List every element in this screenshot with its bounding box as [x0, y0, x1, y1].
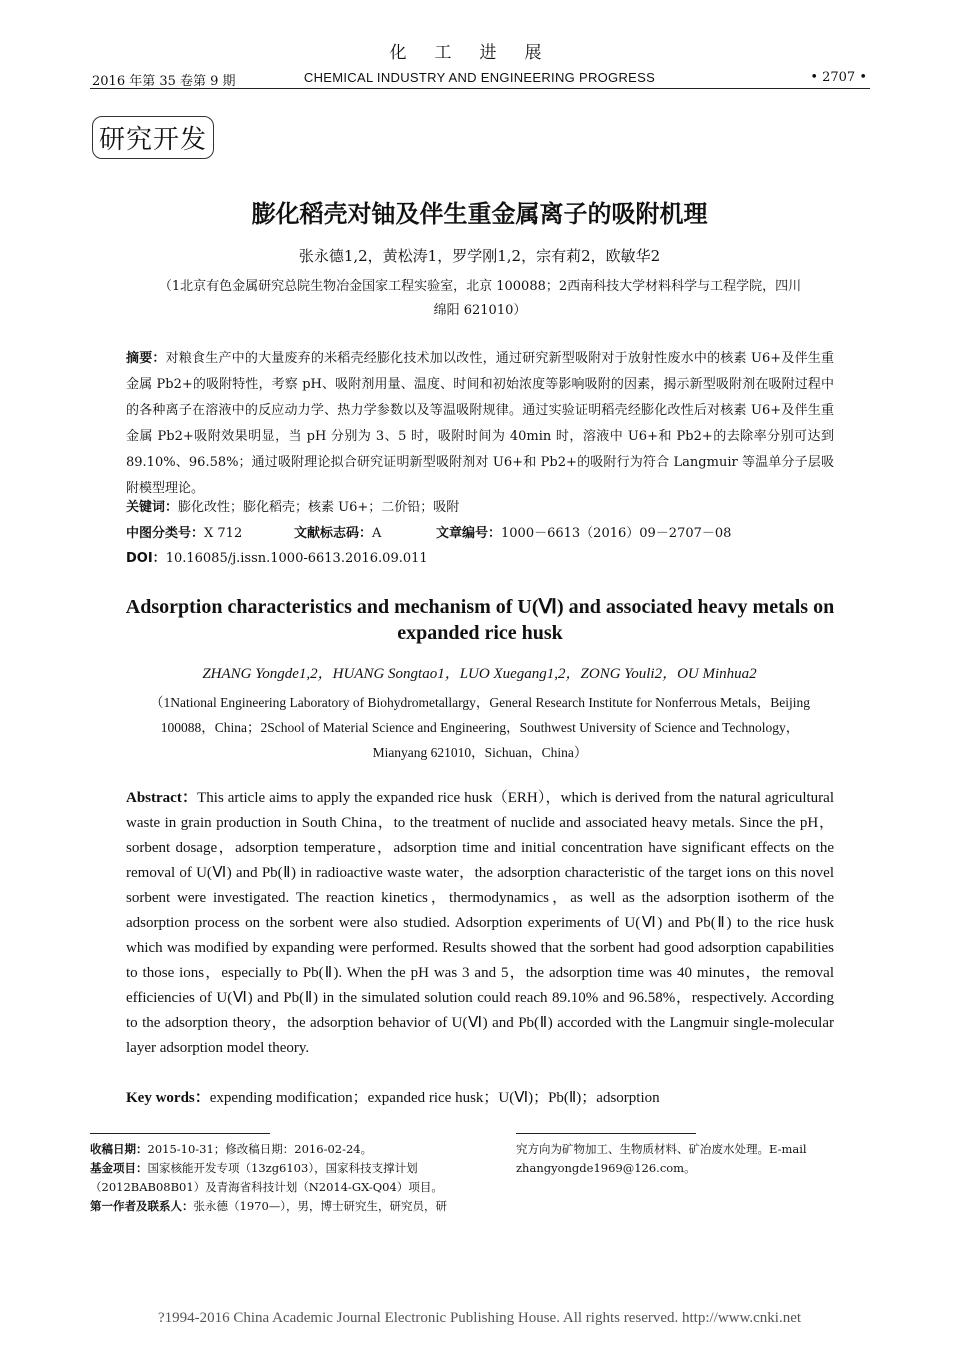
- en-keywords-text: expending modification；expanded rice husk；U(Ⅵ)；Pb(Ⅱ)；adsorption: [209, 1090, 660, 1106]
- en-title: Adsorption characteristics and mechanism of U(Ⅵ) and associated heavy metals on expanded rice husk: [125, 596, 835, 644]
- doc-code-value: A: [372, 526, 382, 541]
- en-keywords: [126, 1086, 834, 1107]
- cn-title: 膨化稻壳对铀及伴生重金属离子的吸附机理: [251, 200, 708, 228]
- en-affiliation: [126, 690, 834, 765]
- cn-abstract-label: 摘要：: [126, 351, 166, 366]
- en-abstract: [126, 786, 834, 1061]
- en-affiliation-line-1: （1National Engineering Laboratory of Biohydrometallargy，General Research Institute for Nonferrous Metals，Beijing: [150, 695, 810, 710]
- cn-classification: [126, 522, 242, 541]
- en-keywords-label: Key words：: [126, 1090, 210, 1106]
- cn-doc-code: [294, 522, 381, 541]
- cn-abstract: [126, 346, 834, 502]
- journal-title-cn: 化工进展: [389, 43, 570, 63]
- en-abstract-text: This article aims to apply the expanded rice husk（ERH），which is derived from the natural agricultural waste in grain production in South China，to the treatment of nuclide and associated heavy metals. Since the pH，sorbent dosage，adsorption temperature，adsorption time and initial concentration have significant effects on the removal of U(Ⅵ) and Pb(Ⅱ) in radioactive waste water，the adsorption characteristic of the target ions on this novel sorbent were investigated. The reaction kinetics，thermodynamics，as well as the adsorption isotherm of the adsorption process on the sorbent were also studied. Adsorption experiments of U(Ⅵ) and Pb(Ⅱ) to the rice husk which was modified by expanding were performed. Results showed that the sorbent had good adsorption capabilities to those ions，especially to Pb(Ⅱ). When the pH was 3 and 5，the adsorption time was 40 minutes，the removal efficiencies of U(Ⅵ) and Pb(Ⅱ) in the simulated solution could reach 89.10% and 96.58%，respectively. According to the adsorption theory，the adsorption behavior of U(Ⅵ) and Pb(Ⅱ) accorded with the Langmuir single-molecular layer adsorption model theory.: [126, 790, 834, 1056]
- cn-affiliation-line-1: （1北京有色金属研究总院生物冶金国家工程实验室，北京 100088；2西南科技大学材料科学与工程学院，四川: [158, 279, 802, 294]
- cn-doi: [126, 547, 428, 566]
- footnote-rule-right: [516, 1133, 696, 1134]
- cn-affiliation: [120, 275, 840, 323]
- footnote-author: [90, 1197, 452, 1216]
- footnote-fund: [90, 1159, 452, 1197]
- footnote-rule-left: [90, 1133, 270, 1134]
- fund-value: 国家核能开发专项（13zg6103），国家科技支撑计划（2012BAB08B01）及青海省科技计划（N2014-GX-Q04）项目。: [90, 1161, 443, 1194]
- received-label: 收稿日期：: [90, 1142, 148, 1156]
- author-label: 第一作者及联系人：: [90, 1199, 194, 1213]
- cn-abstract-text: 对粮食生产中的大量废弃的米稻壳经膨化技术加以改性，通过研究新型吸附对于放射性废水中的核素 U6+及伴生重金属 Pb2+的吸附特性，考察 pH、吸附剂用量、温度、时间和初始浓度等影响吸附的因素，揭示新型吸附剂在吸附过程中的各种离子在溶液中的反应动力学、热力学参数以及等温吸附规律。通过实验证明稻壳经膨化改性后对核素 U6+及伴生重金属 Pb2+吸附效果明显，当 pH 分别为 3、5 时，吸附时间为 40min 时，溶液中 U6+和 Pb2+的去除率分别可达到 89.10%、96.58%；通过吸附理论拟合研究证明新型吸附剂对 U6+和 Pb2+的吸附行为符合 Langmuir 等温单分子层吸附模型理论。: [126, 351, 834, 496]
- article-no-value: 1000－6613（2016）09－2707－08: [501, 526, 732, 541]
- article-no-label: 文章编号：: [436, 526, 502, 541]
- doi-label: DOI：: [126, 551, 166, 566]
- page-number: • 2707 •: [810, 70, 867, 85]
- en-authors: ZHANG Yongde1,2，HUANG Songtao1，LUO Xuegang1,2，ZONG Youli2，OU Minhua2: [202, 666, 757, 682]
- cn-keywords-text: 膨化改性；膨化稻壳；核素 U6+；二价铅；吸附: [178, 500, 460, 515]
- fund-label: 基金项目：: [90, 1161, 148, 1175]
- journal-title-en: CHEMICAL INDUSTRY AND ENGINEERING PROGRESS: [303, 70, 656, 85]
- clc-label: 中图分类号：: [126, 526, 205, 541]
- header-rule: [90, 88, 870, 89]
- clc-value: X 712: [204, 526, 243, 541]
- en-abstract-label: Abstract：: [126, 790, 198, 806]
- author-value: 张永德（1970—），男，博士研究生，研究员，研: [193, 1199, 448, 1213]
- section-badge: 研究开发: [92, 116, 214, 159]
- received-value: 2015-10-31；修改稿日期：2016-02-24。: [147, 1142, 373, 1156]
- copyright-footer: ?1994-2016 China Academic Journal Electronic Publishing House. All rights reserved. http://www.cnki.net: [157, 1310, 802, 1326]
- cn-affiliation-line-2: 绵阳 621010）: [433, 303, 527, 318]
- en-affiliation-line-2: 100088，China；2School of Material Science and Engineering，Southwest University of Science and Technology，: [160, 720, 800, 735]
- cn-keywords-label: 关键词：: [126, 500, 179, 515]
- cn-article-no: [436, 522, 731, 541]
- issue-info: 2016 年第 35 卷第 9 期: [92, 74, 236, 89]
- cn-keywords: [126, 496, 459, 515]
- doi-value: 10.16085/j.issn.1000-6613.2016.09.011: [165, 551, 428, 566]
- doc-code-label: 文献标志码：: [294, 526, 373, 541]
- en-affiliation-line-3: Mianyang 621010，Sichuan，China）: [372, 745, 588, 760]
- footnotes-right: 究方向为矿物加工、生物质材料、矿冶废水处理。E-mail zhangyongde1969@126.com。: [516, 1142, 807, 1175]
- footnote-received: [90, 1140, 452, 1159]
- cn-authors: 张永德1,2，黄松涛1，罗学刚1,2，宗有莉2，欧敏华2: [298, 247, 661, 265]
- footnotes-left: [90, 1140, 452, 1216]
